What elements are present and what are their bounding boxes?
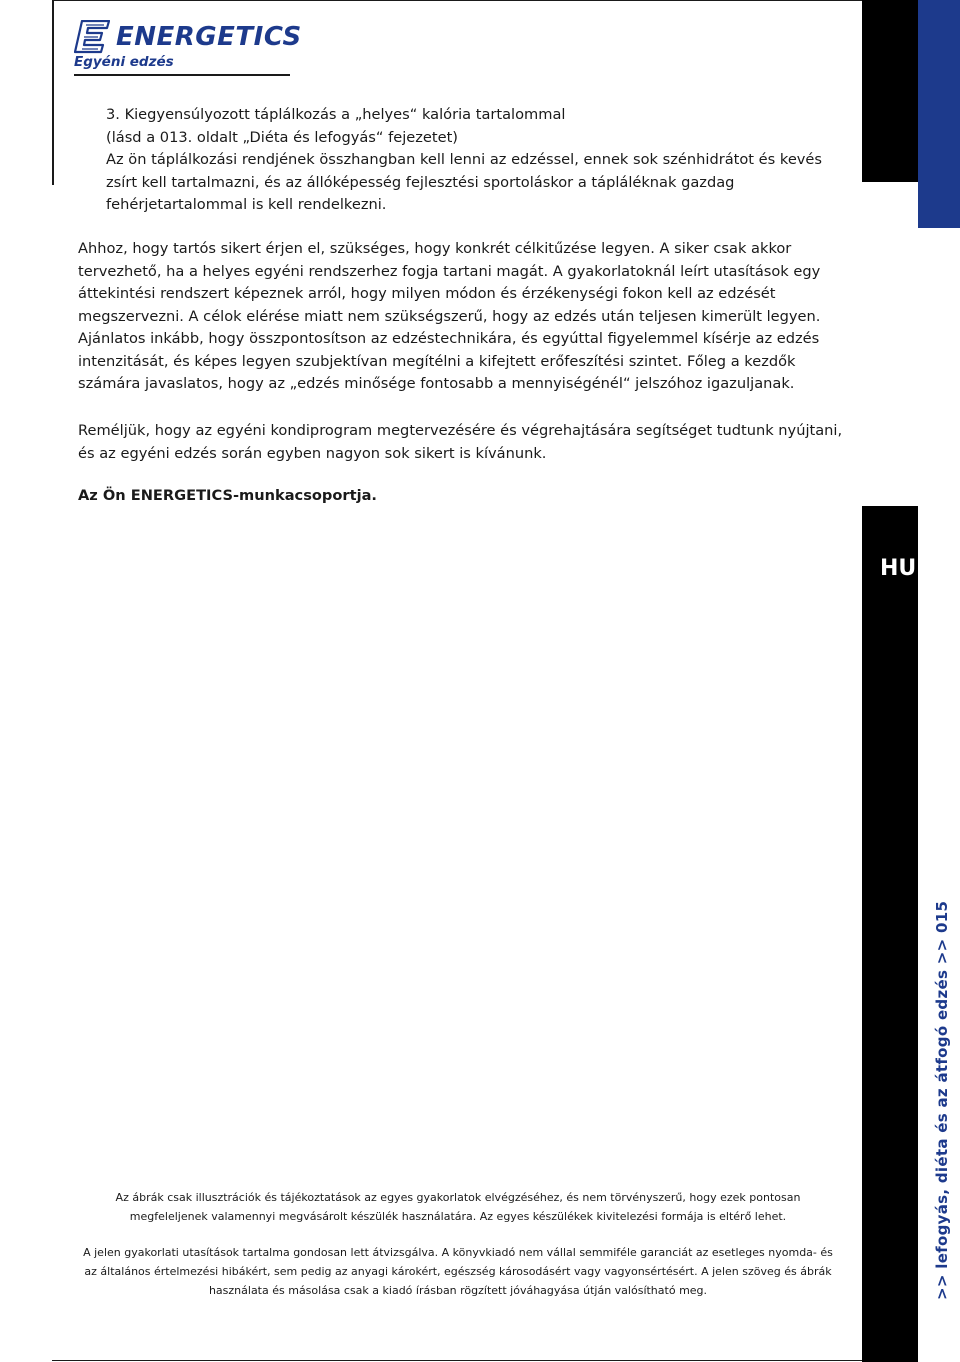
sidebar-bar-bottom [862, 506, 918, 1362]
energetics-logo [74, 20, 302, 72]
language-code: HU [880, 556, 917, 581]
section-running-title: >> lefogyás, diéta és az átfogó edzés >> 015 [933, 900, 951, 1300]
disclaimer-liability: A jelen gyakorlati utasítások tartalma gondosan lett átvizsgálva. A könyvkiadó nem vállal semmiféle garanciát az esetleges nyomda- és az általános értelmezési hibákért, sem pedig az anyagi károkért, egészség károsodásért vagy vagyonsértésért. A jelen szöveg és ábrák használata és másolása csak a kiadó írásban rögzített jóváhagyása útján valósítható meg. [83, 1246, 833, 1297]
page-frame-top [52, 0, 862, 1]
item-3-heading: 3. Kiegyensúlyozott táplálkozás a „helyes“ kalória tartalommal [106, 106, 566, 123]
sidebar-blue-stripe [918, 0, 960, 228]
page-subtitle: Egyéni edzés [74, 54, 174, 70]
item-3-body: Az ön táplálkozási rendjének összhangban kell lenni az edzéssel, ennek sok szénhidrátot és kevés zsírt kell tartalmazni, és az állóképesség fejlesztési sportoláskor a tápláléknak gazdag fehérjetartalommal is kell rendelkezni. [106, 151, 823, 213]
energetics-e-icon [74, 20, 110, 54]
paragraph-closing: Reméljük, hogy az egyéni kondiprogram megtervezésére és végrehajtására segítséget tudtunk nyújtani, és az egyéni edzés során egyben nagyon sok sikert is kívánunk. [78, 422, 843, 462]
signature: Az Ön ENERGETICS-munkacsoportja. [78, 487, 377, 504]
paragraph-goals: Ahhoz, hogy tartós sikert érjen el, szükséges, hogy konkrét célkitűzése legyen. A siker csak akkor tervezhető, ha a helyes egyéni rendszerhez fogja tartani magát. A gyakorlatoknál leírt utasítások egy áttekintési rendszert képeznek arról, hogy milyen módon és érzékenységi fokon kell az edzését megszervezni. A célok elérése miatt nem szükségszerű, hogy az edzés után teljesen kimerült legyen. Ajánlatos inkább, hogy összpontosítson az edzéstechnikára, és egyúttal figyelemmel kísérje az edzés intenzitását, és képes legyen szubjektívan megítélni a kifejtett erőfeszítési szintet. Főleg a kezdők számára javaslatos, hogy az „edzés minősége fontosabb a mennyiségénél“ jelszóhoz igazuljanak. [78, 240, 821, 392]
disclaimer-illustrations: Az ábrák csak illusztrációk és tájékoztatások az egyes gyakorlatok elvégzéséhez, és nem törvényszerű, hogy ezek pontosan megfeleljenek valamennyi megvásárolt készülék használatára. Az egyes készülékek kivitelezési formája is eltérő lehet. [115, 1191, 801, 1223]
page-frame-bottom [52, 1360, 862, 1361]
page-frame-left [52, 0, 54, 185]
item-3-reference: (lásd a 013. oldalt „Diéta és lefogyás“ fejezetet) [106, 128, 459, 146]
item-3-block [106, 104, 846, 217]
header-rule [74, 74, 290, 76]
sidebar-bar-top [862, 0, 918, 182]
brand-name: ENERGETICS [116, 22, 302, 52]
